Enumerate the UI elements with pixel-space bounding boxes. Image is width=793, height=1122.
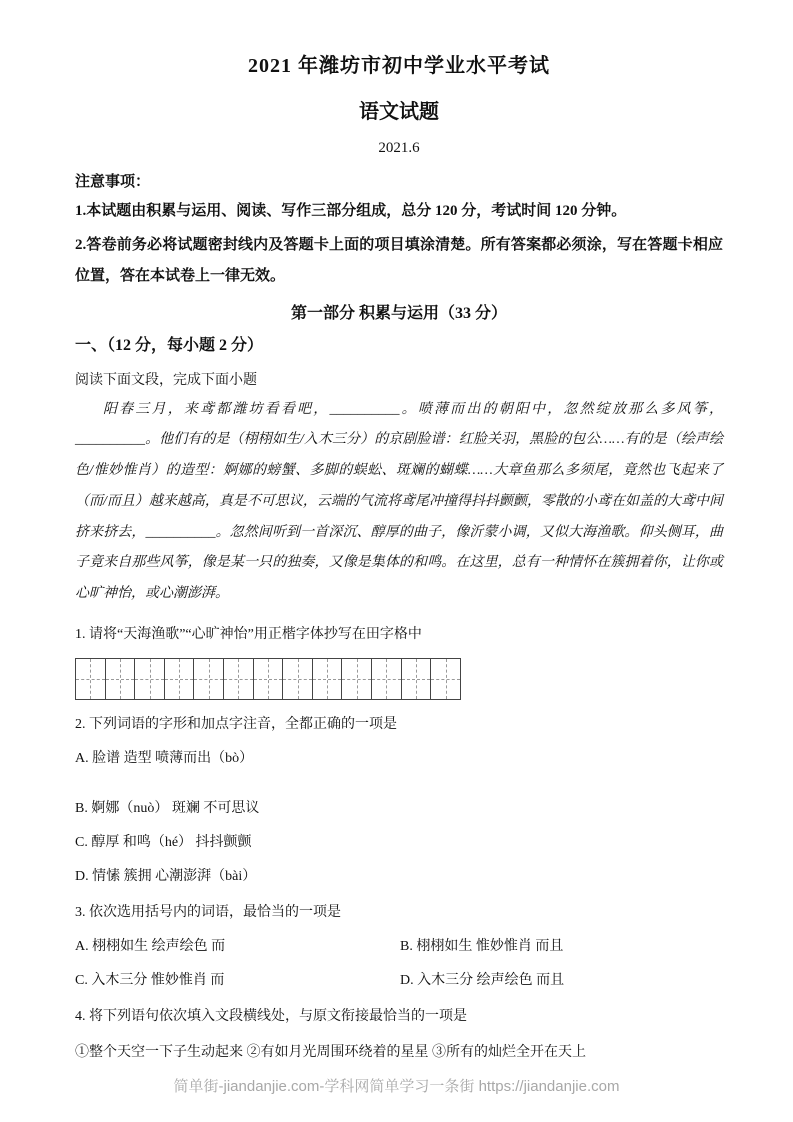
tian-cell [194,659,224,699]
tian-cell [372,659,402,699]
tian-cell [342,659,372,699]
notice-heading: 注意事项： [75,174,151,190]
tian-cell [106,659,136,699]
exam-date: 2021.6 [378,140,420,156]
notice-item-2: 2.答卷前务必将试题密封线内及答题卡上面的项目填涂清楚。所有答案都必须涂，写在答题卡相应位置，答在本试卷上一律无效。 [75,236,723,284]
q3-option-d: D. 入木三分 绘声绘色 而且 [400,973,565,989]
tian-cell [313,659,343,699]
tian-cell [431,659,460,699]
tian-cell [224,659,254,699]
q3-option-b: B. 栩栩如生 惟妙惟肖 而且 [400,939,564,955]
part1-heading: 第一部分 积累与运用（33 分） [290,304,507,322]
q3-options-row-2 [75,958,723,992]
q3-option-c: C. 入木三分 惟妙惟肖 而 [75,973,225,989]
watermark-footer: 简单街-jiandanjie.com-学科网简单学习一条街 https://jiandanjie.com [173,1078,620,1095]
q2-option-d: D. 情愫 簇拥 心潮澎湃（bài） [75,869,257,885]
tian-cell [283,659,313,699]
reading-passage: 阳春三月，来鸢都潍坊看看吧，__________。喷薄而出的朝阳中，忽然绽放那么多风筝，__________。他们有的是（栩栩如生/入木三分）的京剧脸谱：红脸关羽，黑脸的包公……有的是（绘声绘色/惟妙惟肖）的造型：婀娜的螃蟹、多脚的蜈蚣、斑斓的蝴蝶……大章鱼那么多须尾，竟然也飞起来了（而/而且）越来越高，真是不可思议，云端的气流将鸢尾冲撞得抖抖颤颤，零散的小鸢在如盖的大鸢中间挤来挤去，__________。忽然间听到一首深沉、醇厚的曲子，像沂蒙小调，又似大海渔歌。仰头侧耳，曲子竟来自那些风筝，像是某一只的独奏，又像是集体的和鸣。在这里，总有一种情怀在簇拥着你，让你或心旷神怡，或心潮澎湃。 [75,401,723,602]
q4-sentences: ①整个天空一下子生动起来 ②有如月光周围环绕着的星星 ③所有的灿烂全开在天上 [75,1045,586,1061]
tian-cell [135,659,165,699]
question-3: 3. 依次选用括号内的词语，最恰当的一项是 [75,905,341,921]
q2-option-a: A. 脸谱 造型 喷薄而出（bò） [75,751,254,767]
q3-option-a: A. 栩栩如生 绘声绘色 而 [75,939,226,955]
notice-item-1: 1.本试题由积累与运用、阅读、写作三部分组成，总分 120 分，考试时间 120 分钟。 [75,203,627,219]
exam-title: 2021 年潍坊市初中学业水平考试 [248,55,550,77]
section1-heading: 一、（12 分，每小题 2 分） [75,336,264,354]
tian-cell [76,659,106,699]
tianzige-grid [75,658,461,700]
tian-cell [402,659,432,699]
q2-option-c: C. 醇厚 和鸣（hé） 抖抖颤颤 [75,835,252,851]
question-1: 1. 请将“天海渔歌”“心旷神怡”用正楷字体抄写在田字格中 [75,627,422,643]
tian-cell [254,659,284,699]
question-2: 2. 下列词语的字形和加点字注音，全都正确的一项是 [75,717,397,733]
question-4: 4. 将下列语句依次填入文段横线处，与原文衔接最恰当的一项是 [75,1009,467,1025]
q2-option-b: B. 婀娜（nuò） 斑斓 不可思议 [75,801,260,817]
exam-subject: 语文试题 [359,101,439,123]
tian-cell [165,659,195,699]
reading-instruction: 阅读下面文段，完成下面小题 [75,372,257,388]
q3-options-row-1 [75,924,723,958]
